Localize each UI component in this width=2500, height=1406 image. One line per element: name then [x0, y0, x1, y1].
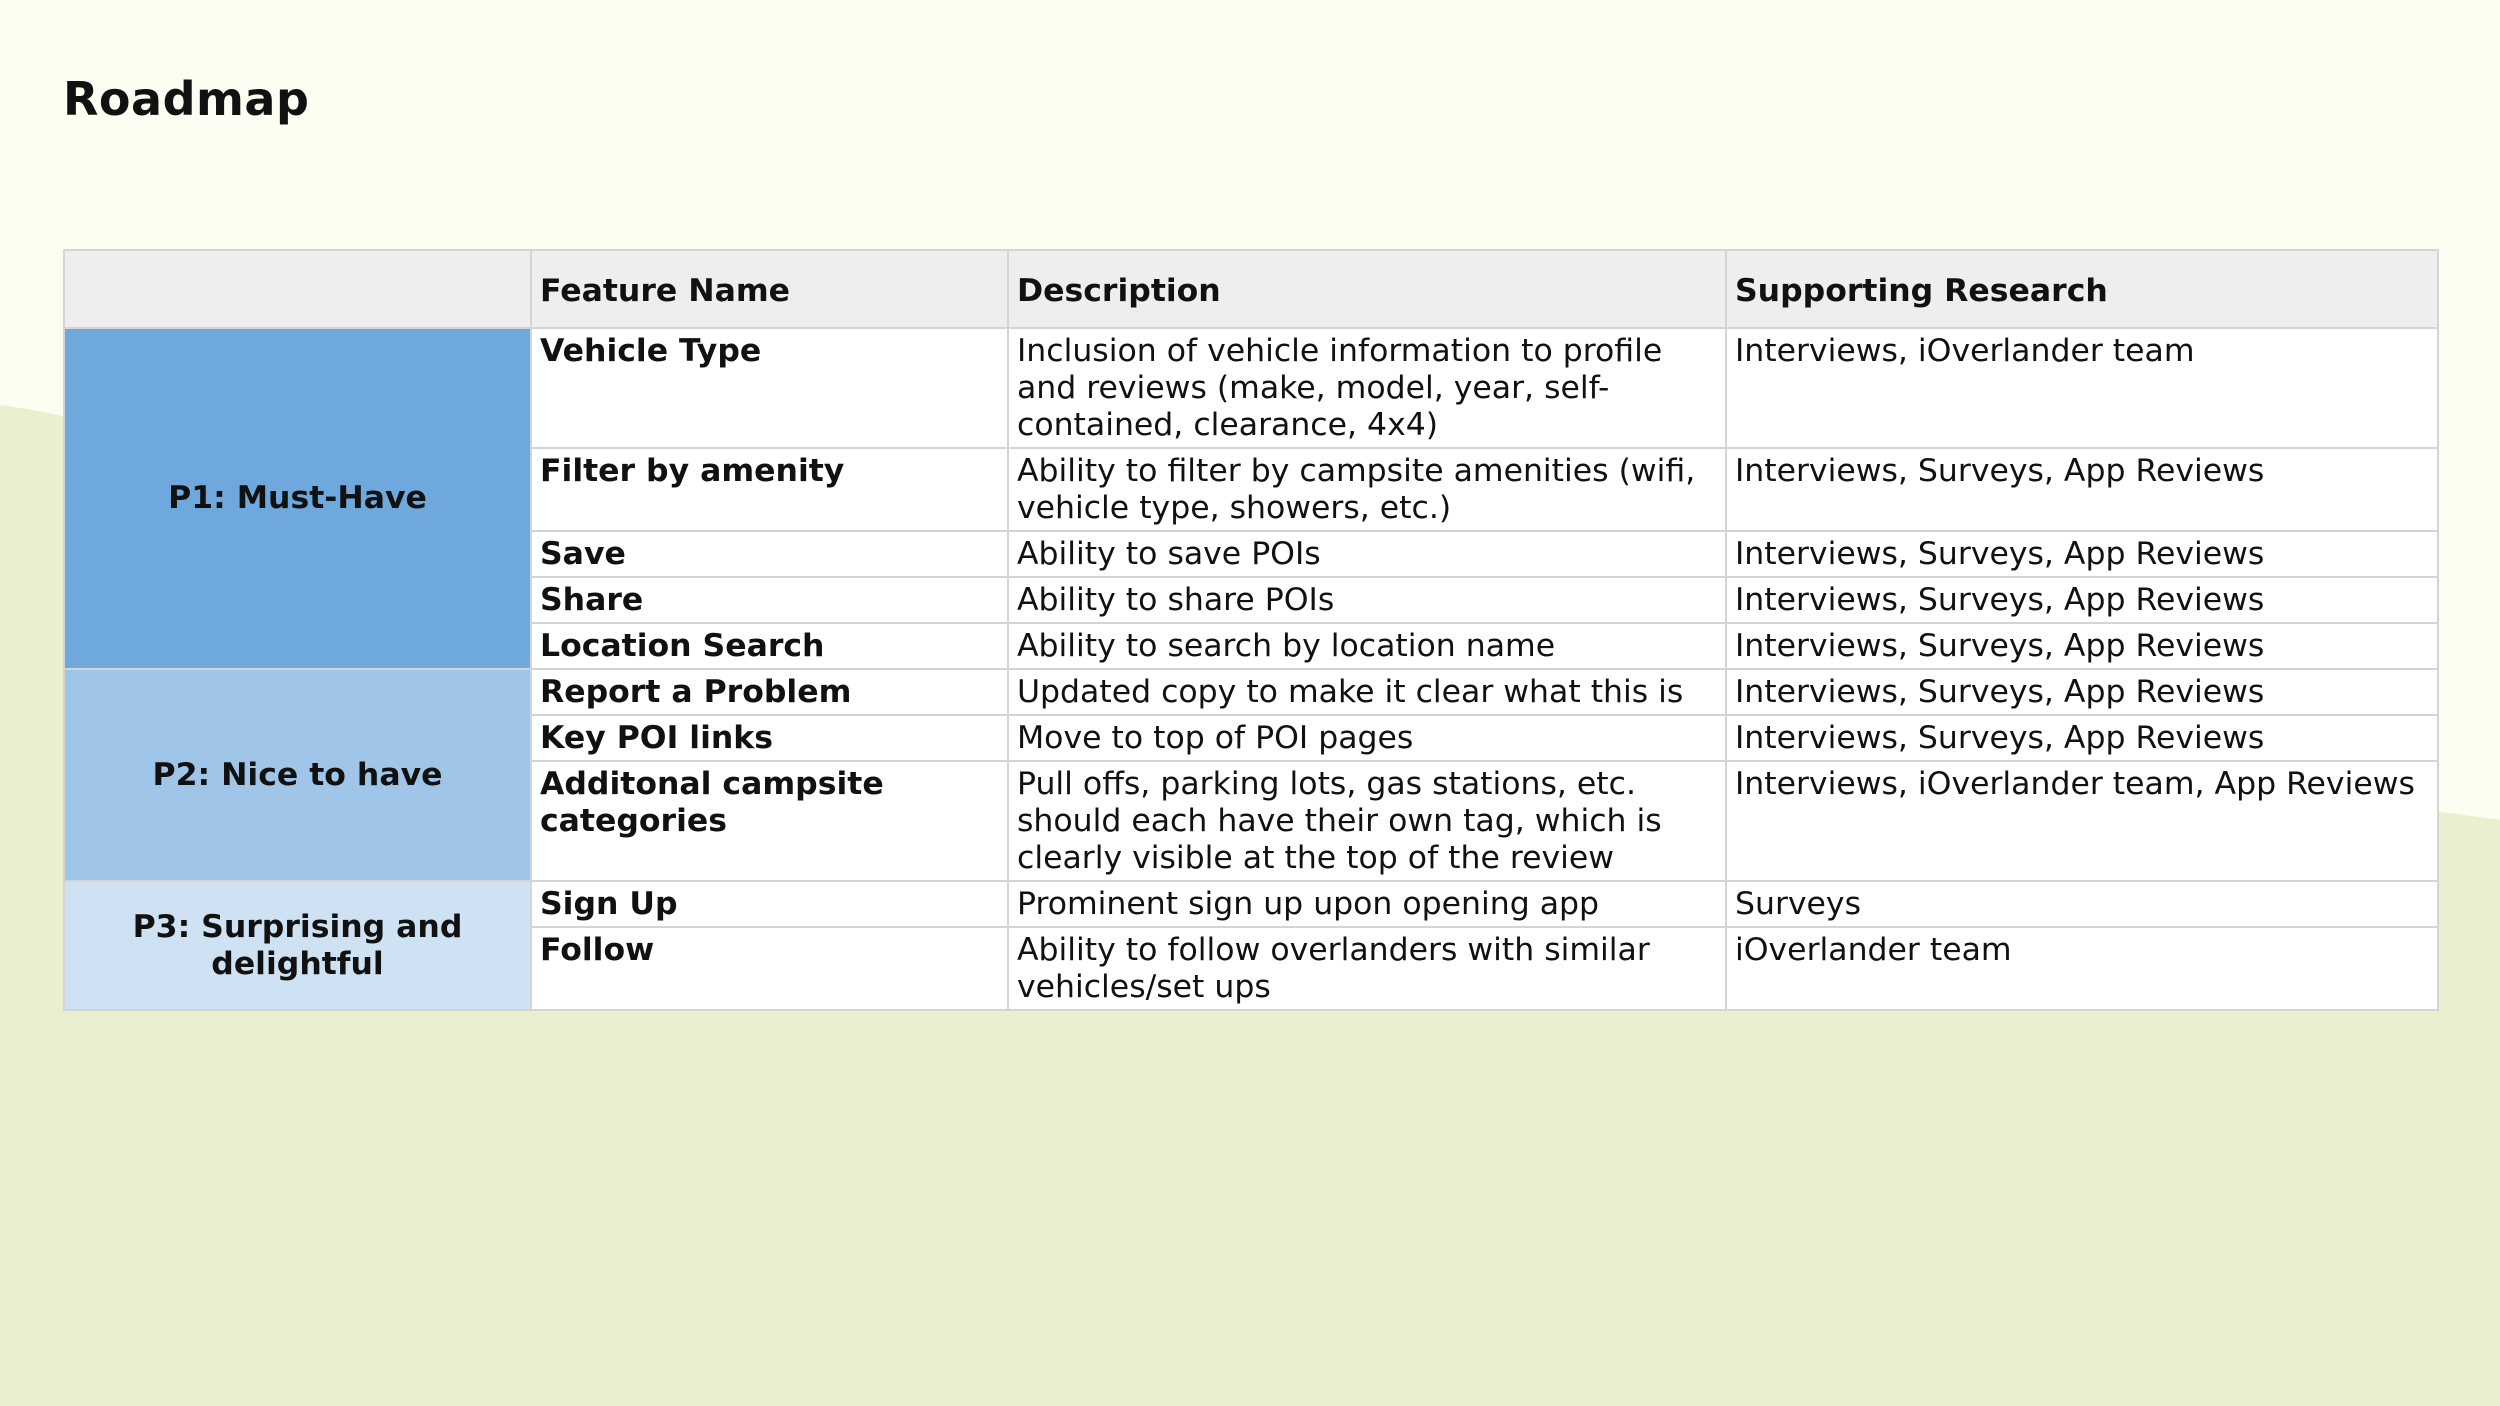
feature-name: Location Search [531, 623, 1008, 669]
roadmap-table [63, 249, 2439, 1011]
feature-name: Filter by amenity [531, 448, 1008, 531]
feature-description: Pull offs, parking lots, gas stations, etc. should each have their own tag, which is clearly visible at the top of the review [1008, 761, 1726, 881]
table-row [64, 669, 2438, 715]
page-title: Roadmap [63, 72, 310, 126]
feature-name: Sign Up [531, 881, 1008, 927]
supporting-research: Interviews, iOverlander team, App Reviews [1726, 761, 2438, 881]
supporting-research: Surveys [1726, 881, 2438, 927]
supporting-research: Interviews, Surveys, App Reviews [1726, 669, 2438, 715]
feature-name: Share [531, 577, 1008, 623]
feature-description: Ability to search by location name [1008, 623, 1726, 669]
feature-description: Move to top of POI pages [1008, 715, 1726, 761]
header-priority [64, 250, 531, 328]
feature-description: Updated copy to make it clear what this is [1008, 669, 1726, 715]
priority-p1: P1: Must-Have [64, 328, 531, 669]
feature-name: Report a Problem [531, 669, 1008, 715]
table-header-row [64, 250, 2438, 328]
header-feature-name: Feature Name [531, 250, 1008, 328]
supporting-research: Interviews, Surveys, App Reviews [1726, 623, 2438, 669]
table-row [64, 881, 2438, 927]
feature-description: Ability to share POIs [1008, 577, 1726, 623]
feature-description: Ability to save POIs [1008, 531, 1726, 577]
priority-p2: P2: Nice to have [64, 669, 531, 881]
supporting-research: iOverlander team [1726, 927, 2438, 1010]
supporting-research: Interviews, iOverlander team [1726, 328, 2438, 448]
supporting-research: Interviews, Surveys, App Reviews [1726, 577, 2438, 623]
feature-description: Inclusion of vehicle information to profile and reviews (make, model, year, self-contained, clearance, 4x4) [1008, 328, 1726, 448]
table-row [64, 328, 2438, 448]
feature-description: Ability to filter by campsite amenities (wifi, vehicle type, showers, etc.) [1008, 448, 1726, 531]
supporting-research: Interviews, Surveys, App Reviews [1726, 715, 2438, 761]
supporting-research: Interviews, Surveys, App Reviews [1726, 531, 2438, 577]
header-description: Description [1008, 250, 1726, 328]
feature-name: Additonal campsite categories [531, 761, 1008, 881]
feature-name: Follow [531, 927, 1008, 1010]
supporting-research: Interviews, Surveys, App Reviews [1726, 448, 2438, 531]
priority-p3: P3: Surprising and delightful [64, 881, 531, 1010]
feature-name: Save [531, 531, 1008, 577]
header-supporting-research: Supporting Research [1726, 250, 2438, 328]
feature-name: Key POI links [531, 715, 1008, 761]
feature-description: Prominent sign up upon opening app [1008, 881, 1726, 927]
feature-name: Vehicle Type [531, 328, 1008, 448]
feature-description: Ability to follow overlanders with similar vehicles/set ups [1008, 927, 1726, 1010]
